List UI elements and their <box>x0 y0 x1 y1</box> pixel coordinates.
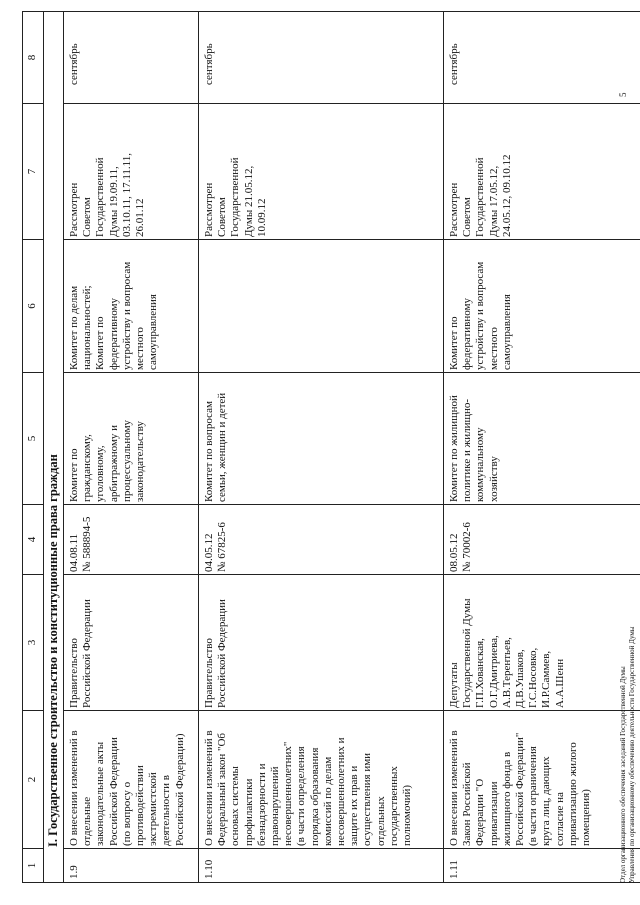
table-border-left <box>22 882 640 883</box>
bill-initiator: Правительство Российской Федерации <box>203 599 229 708</box>
bill-initiator: Депутаты Государственной Думы Г.П.Хованская, О.Г.Дмитриева, А.В.Терентьев, Д.В.Ушаков, Г.С.Носовко, И.Р.Саммев, А.А.Шенн <box>448 598 566 708</box>
column-divider <box>63 372 640 373</box>
column-header: 7 <box>26 168 38 175</box>
bill-date-number: 08.05.12 № 70002-6 <box>448 522 474 572</box>
row-number: 1.11 <box>448 860 460 879</box>
column-header: 4 <box>26 536 38 543</box>
bill-date-number: 04.08.11 № 588894-5 <box>68 516 94 572</box>
header-row-divider <box>43 11 44 883</box>
planned-month: сентябрь <box>203 43 215 85</box>
column-header: 1 <box>26 862 38 869</box>
bill-title: О внесении изменений в Федеральный закон "Об основах системы профилактики безнадзорности и правонарушений несовершеннолетних" (в части определения порядка образования комиссий по делам несовершеннолетних и защите их прав и осуществления ими отдельных государственных полномочий) <box>203 730 414 846</box>
section-row-divider <box>63 11 64 883</box>
column-header: 2 <box>26 776 38 783</box>
planned-month: сентябрь <box>68 43 80 85</box>
bills-table <box>22 11 640 883</box>
table-border-top <box>22 11 23 883</box>
row-number: 1.10 <box>203 859 215 879</box>
column-divider <box>63 504 640 505</box>
column-header: 3 <box>26 639 38 646</box>
responsible-committee: Комитет по гражданскому, уголовному, арбитражному и процессуальному законодательству <box>68 419 147 502</box>
section-title: I. Государственное строительство и конституционные права граждан <box>46 454 60 847</box>
column-header: 5 <box>26 435 38 442</box>
planned-month: сентябрь <box>448 43 460 85</box>
page-number: 5 <box>618 92 628 97</box>
row-number: 1.9 <box>68 865 80 879</box>
co-committees: Комитет по делам национальностей; Комитет по федеративному устройству и вопросам местного самоуправления <box>68 261 160 370</box>
column-divider <box>63 848 640 849</box>
bill-date-number: 04.05.12 № 67825-6 <box>203 522 229 572</box>
table-border-right <box>22 11 640 12</box>
responsible-committee: Комитет по вопросам семьи, женщин и детей <box>203 392 229 502</box>
bill-title: О внесении изменений в отдельные законодательные акты Российской Федерации (по вопросу о противодействии экстремистской деятельности в Российской Федерации) <box>68 730 186 846</box>
column-divider <box>63 103 640 104</box>
bill-title: О внесении изменений в Закон Российской Федерации "О приватизации жилищного фонда в Российской Федерации" (в части ограничения круга лиц, дающих согласие на приватизацию жилого помещения) <box>448 730 593 846</box>
co-committees: Комитет по федеративному устройству и вопросам местного самоуправления <box>448 261 513 370</box>
column-header: 8 <box>26 54 38 61</box>
row-divider <box>198 11 199 883</box>
footer-text: Отдел организационного обеспечения заседаний Государственной Думы Управления по организационному обеспечению деятельности Государственной Думы <box>619 626 636 883</box>
row-divider <box>443 11 444 883</box>
column-divider <box>63 574 640 575</box>
responsible-committee: Комитет по жилищной политике и жилищно- коммунальному хозяйству <box>448 395 500 502</box>
column-divider <box>63 239 640 240</box>
column-header: 6 <box>26 303 38 309</box>
bill-initiator: Правительство Российской Федерации <box>68 599 94 708</box>
bill-status: Рассмотрен Советом Государственной Думы 19.09.11, 03.10.11, 17.11.11, 26.01.12 <box>68 152 147 237</box>
bill-status: Рассмотрен Советом Государственной Думы 21.05.12, 10.09.12 <box>203 157 268 237</box>
column-divider <box>63 710 640 711</box>
bill-status: Рассмотрен Советом Государственной Думы 17.05.12, 24.05.12, 09.10.12 <box>448 154 513 237</box>
